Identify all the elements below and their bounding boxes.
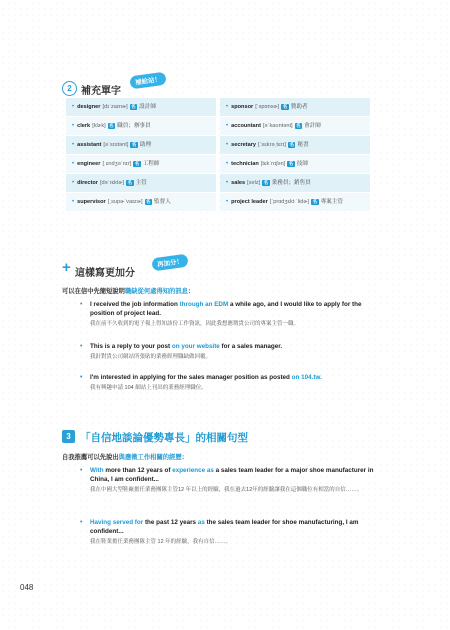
vocab-item	[220, 174, 370, 193]
bullet-icon: •	[72, 160, 75, 167]
vocab-ipa: [tɛkˈnɪʃən]	[260, 160, 286, 167]
example-sentence	[80, 373, 382, 392]
vocab-item	[220, 155, 370, 174]
vocab-meaning: 秘書	[297, 141, 309, 148]
section-header-vocabulary	[62, 76, 242, 98]
bullet-icon: •	[226, 160, 229, 167]
bullet-icon: •	[80, 467, 83, 474]
section-title: 補充單字	[81, 86, 121, 97]
vocab-item	[66, 174, 216, 193]
vocab-meaning: 職員；辦事員	[117, 122, 151, 129]
example-chinese: 我有興趣申請 104 網站上刊出的業務經理職位。	[90, 385, 207, 391]
vocab-ipa: [əˈkaʊntənt]	[262, 122, 293, 129]
section-header-patterns	[62, 428, 362, 446]
vocab-word: sponsor	[231, 103, 254, 110]
vocab-item	[66, 98, 216, 117]
section3-intro	[62, 452, 188, 461]
vocab-word: accountant	[231, 122, 261, 129]
vocab-pos: 名	[127, 179, 133, 185]
vocab-item	[220, 193, 370, 212]
vocab-pos: 名	[296, 122, 301, 128]
page-number: 048	[20, 583, 34, 592]
bullet-icon: •	[226, 122, 229, 129]
example-english: I received the job information through an EDM a while ago, and I would like to apply for the position of project lead.	[90, 301, 362, 317]
bullet-icon: •	[72, 103, 75, 110]
vocab-word: technician	[231, 160, 259, 167]
bullet-icon: •	[226, 103, 229, 110]
vocab-word: sales	[231, 179, 246, 186]
bullet-icon: •	[80, 343, 83, 350]
vocab-ipa: [klɝk]	[92, 122, 106, 129]
example-english: With more than 12 years of experience as a sales team leader for a major shoe manufacturer in China, I am confident...	[90, 467, 374, 483]
vocab-ipa: [ˌsupɚˈvaɪzɚ]	[107, 198, 143, 205]
plus-icon: +	[62, 259, 71, 276]
vocabulary-table	[66, 98, 370, 234]
vocab-item	[66, 117, 216, 136]
intro-text: 可以在信中先簡短說明	[62, 288, 125, 295]
example-sentence	[80, 518, 382, 546]
intro-punct: ：	[187, 288, 195, 295]
vocab-item	[66, 136, 216, 155]
vocab-item	[220, 117, 370, 136]
example-english: Having served for the past 12 years as the sales team leader for shoe manufacturing, I am confident...	[90, 519, 359, 535]
section-title: 「自信地談論優勢專長」的相關句型	[80, 432, 248, 444]
vocab-meaning: 贊助者	[290, 103, 308, 110]
vocab-word: assistant	[77, 141, 102, 148]
intro-highlight: 職缺從何處得知的訊息	[124, 288, 188, 295]
vocab-item	[66, 155, 216, 174]
vocab-word: project leader	[231, 198, 268, 205]
section-badge: 再加分！	[151, 254, 188, 272]
vocab-ipa: [dəˈrɛktɚ]	[99, 179, 125, 186]
vocab-meaning: 設計師	[139, 103, 156, 110]
vocab-item	[220, 136, 370, 155]
vocab-ipa: [ˈspɑnsɚ]	[255, 103, 280, 110]
example-english: This is a reply to your post on your website for a sales manager.	[90, 343, 283, 350]
bullet-icon: •	[72, 122, 75, 129]
example-chinese: 我在前不久收到的電子報上得知該份工作資訊，因此我想應徵貴公司的專案主管一職。	[90, 321, 300, 327]
vocab-pos: 名	[146, 198, 151, 204]
bullet-icon: •	[226, 198, 229, 205]
section-badge: 補給站！	[129, 72, 166, 90]
vocab-ipa: [dɪˈzaɪnɚ]	[102, 103, 128, 110]
vocab-ipa: [ˌɛndʒəˈnɪr]	[102, 160, 132, 167]
vocab-ipa: [selz]	[247, 179, 261, 186]
bullet-icon: •	[80, 374, 83, 381]
vocab-word: designer	[77, 103, 101, 110]
vocab-meaning: 監督人	[154, 198, 171, 205]
vocab-item	[220, 98, 370, 117]
section2-intro	[62, 286, 194, 295]
section-number: 2	[62, 81, 77, 96]
vocab-word: director	[77, 179, 98, 186]
vocab-pos: 名	[263, 179, 269, 185]
example-chinese: 我在中國大型鞋廠擔任業務團隊主管12 年以上的經驗，我在過去12年的經驗讓我在這個職位有相當的自信……。	[90, 487, 363, 493]
vocab-pos: 名	[282, 103, 288, 109]
vocab-pos: 名	[289, 141, 294, 147]
bullet-icon: •	[72, 141, 75, 148]
example-chinese: 我在鞋業擔任業務團隊主管 12 年的經驗，我有自信……。	[90, 539, 232, 545]
vocab-meaning: 技師	[296, 160, 308, 167]
vocab-pos: 名	[131, 103, 136, 109]
vocab-meaning: 主管	[135, 179, 147, 186]
intro-highlight: 與應徵工作相關的經歷	[118, 454, 182, 461]
intro-text: 自我推薦可以先說出	[62, 454, 119, 461]
vocab-word: supervisor	[77, 198, 106, 205]
example-sentence	[80, 466, 382, 494]
section-header-bonus	[62, 258, 262, 280]
section-title: 這樣寫更加分	[75, 268, 135, 279]
example-english: I'm interested in applying for the sales manager position as posted on 104.tw.	[90, 374, 322, 381]
vocab-pos: 名	[109, 122, 114, 128]
vocab-ipa: [ˈsɛkrəˌtɛrɪ]	[258, 141, 286, 148]
bullet-icon: •	[226, 141, 229, 148]
bullet-icon: •	[72, 179, 75, 186]
vocab-pos: 名	[134, 160, 140, 166]
vocab-meaning: 業務員；銷售員	[271, 179, 311, 186]
vocab-ipa: [ˈprɑdʒɛkt ˈlidɚ]	[269, 198, 310, 205]
vocab-word: clerk	[77, 122, 91, 129]
vocab-meaning: 專案主管	[320, 198, 343, 205]
vocab-pos: 名	[131, 141, 137, 147]
vocab-pos: 名	[312, 198, 318, 204]
vocab-word: engineer	[77, 160, 101, 167]
bullet-icon: •	[72, 198, 75, 205]
vocab-word: secretary	[231, 141, 256, 148]
bullet-icon: •	[226, 179, 229, 186]
vocab-meaning: 工程師	[142, 160, 160, 167]
intro-punct: ：	[181, 454, 188, 461]
vocab-ipa: [əˈsɪstənt]	[103, 141, 129, 148]
vocab-meaning: 助理	[139, 141, 152, 148]
vocab-pos: 名	[288, 160, 294, 166]
example-sentence	[80, 300, 382, 328]
example-sentence	[80, 342, 382, 361]
example-chinese: 我針對貴公司網站所張貼的業務經理職缺做回覆。	[90, 354, 212, 360]
section-number: 3	[62, 430, 75, 443]
bullet-icon: •	[80, 301, 83, 308]
bullet-icon: •	[80, 519, 83, 526]
vocab-item	[66, 193, 216, 212]
vocab-meaning: 會計師	[304, 122, 321, 129]
